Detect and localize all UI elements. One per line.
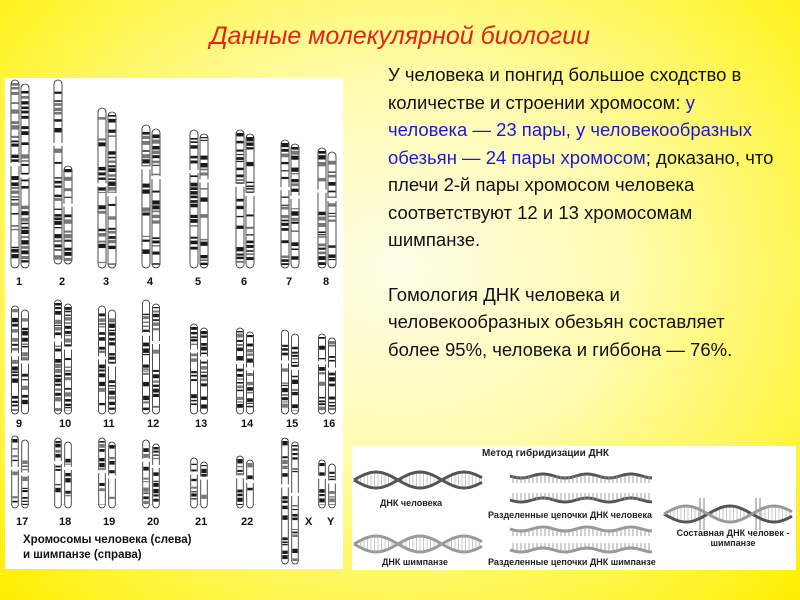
chromosome-2-6-chimp xyxy=(246,332,255,414)
chromosome-3-1-human xyxy=(11,436,20,508)
label-composite-dna xyxy=(672,528,794,548)
paragraph1-part2: ; доказано, что плечи 2-й пары хромосом человека соответствуют 12 и 13 хромосомам шимпанзе. xyxy=(388,146,774,250)
karyotype-caption-line2: и шимпанзе (справа) xyxy=(23,549,142,561)
chromosome-2-1-chimp xyxy=(21,310,30,414)
chromosome-label: Y xyxy=(327,516,335,528)
chromosome-label: 21 xyxy=(195,516,208,528)
chromosome-1-6-chimp xyxy=(245,134,255,268)
paragraph-karyotype xyxy=(388,61,778,254)
paragraph-homology: Гомология ДНК человека и человекообразных обезьян составляет более 95%, человека и гиббона — 76%. xyxy=(388,283,733,360)
chromosome-label: 4 xyxy=(147,276,154,288)
human-dna-helix xyxy=(354,472,482,488)
chromosome-2-8-chimp xyxy=(328,338,337,414)
chromosome-1-3-chimp xyxy=(107,112,117,268)
label-composite-line2: шимпанзе xyxy=(710,538,756,548)
chromosome-1-2-chimp xyxy=(63,166,73,264)
chromosome-1-4-human xyxy=(141,125,151,268)
chromosome-label: 11 xyxy=(103,418,115,430)
chromosome-label: 2 xyxy=(59,276,66,288)
chromosome-3-8-human xyxy=(318,460,327,508)
chromosome-2-3-chimp xyxy=(108,310,117,414)
chromosome-3-3-chimp xyxy=(108,442,117,508)
composite-dna-helix-strands xyxy=(664,506,792,522)
label-human-dna: ДНК человека xyxy=(380,498,443,508)
label-separated-chimp: Разделенные цепочки ДНК шимпанзе xyxy=(488,557,656,567)
label-composite-line1: Составная ДНК человек - xyxy=(676,528,790,538)
chromosome-2-4-chimp xyxy=(152,304,161,414)
chromosome-2-7-human xyxy=(281,330,290,414)
chromosome-label: 8 xyxy=(323,276,330,288)
chromosome-1-1-chimp xyxy=(20,84,30,268)
chromosome-label: 5 xyxy=(195,276,202,288)
chromosome-3-7-chimp xyxy=(291,442,300,564)
chromosome-1-5-chimp xyxy=(199,134,209,268)
chromosome-2-5-human xyxy=(190,324,199,414)
chromosome-2-8-human xyxy=(318,334,327,414)
label-separated-human: Разделенные цепочки ДНК человека xyxy=(488,510,653,520)
chromosome-1-5-human xyxy=(189,130,199,268)
chromosome-label: X xyxy=(305,516,313,528)
karyotype-caption xyxy=(23,533,191,563)
karyotype-figure xyxy=(5,78,343,569)
chromosome-3-8-chimp xyxy=(328,464,337,508)
chromosome-label: 14 xyxy=(241,418,254,430)
dna-hybridization-diagram xyxy=(352,446,796,570)
chromosome-2-1-human xyxy=(11,306,20,414)
human-strand-top xyxy=(510,474,652,483)
chromosome-3-1-chimp xyxy=(21,440,30,508)
chromosome-2-6-human xyxy=(236,328,245,414)
chromosome-3-7-human xyxy=(281,438,290,564)
chromosome-2-3-human xyxy=(98,306,107,414)
karyotype-caption-line1: Хромосомы человека (слева) xyxy=(23,534,192,546)
chimp-strand-bottom xyxy=(510,543,652,552)
chromosome-label: 6 xyxy=(241,276,248,288)
chromosome-1-6-human xyxy=(235,130,245,268)
chimp-strand-top xyxy=(510,527,652,536)
chromosome-3-2-human xyxy=(54,438,63,508)
label-chimp-dna: ДНК шимпанзе xyxy=(382,557,448,567)
chromosome-label: 20 xyxy=(147,516,160,528)
chromosome-label: 18 xyxy=(59,516,72,528)
chromosome-label: 3 xyxy=(103,276,110,288)
chromosome-label: 12 xyxy=(147,418,160,430)
chromosome-1-8-human xyxy=(317,148,327,268)
chromosome-2-5-chimp xyxy=(200,328,209,414)
paragraph1-part1: У человека и понгид большое сходство в количестве и строении хромосом: xyxy=(388,64,742,113)
chromosome-2-4-human xyxy=(142,300,151,414)
chromosome-label: 16 xyxy=(323,418,336,430)
hybridization-title: Метод гибридизации ДНК xyxy=(482,448,609,459)
chromosome-3-4-human xyxy=(142,440,151,508)
chromosome-label: 19 xyxy=(103,516,116,528)
paragraph1-highlight: у человека — 23 пары, у человекообразных обезьян — 24 пары хромосом xyxy=(388,91,752,168)
chromosome-1-1-human xyxy=(10,80,20,268)
chromosome-3-5-chimp xyxy=(200,462,209,508)
chromosome-label: 10 xyxy=(59,418,72,430)
chromosome-1-8-chimp xyxy=(327,152,337,268)
chimp-dna-helix xyxy=(354,536,482,552)
chromosome-label: 9 xyxy=(16,418,23,430)
human-strand-bottom xyxy=(510,493,652,502)
dna-hybridization-figure xyxy=(352,446,796,570)
chromosome-2-7-chimp xyxy=(291,334,300,414)
chromosome-3-4-chimp xyxy=(152,444,161,508)
chromosome-label: 1 xyxy=(16,276,23,288)
chromosome-3-3-human xyxy=(98,438,107,508)
chromosome-label: 17 xyxy=(16,516,29,528)
chromosome-3-2-chimp xyxy=(64,442,73,508)
chromosome-label: 15 xyxy=(286,418,299,430)
chromosome-2-2-human xyxy=(54,300,63,414)
chromosome-label: 7 xyxy=(286,276,293,288)
chromosome-label: 22 xyxy=(241,516,254,528)
karyotype-chromosomes xyxy=(5,78,343,569)
chromosome-3-5-human xyxy=(190,458,199,508)
chromosome-label: 13 xyxy=(195,418,208,430)
chromosome-3-6-human xyxy=(236,456,245,508)
chromosome-1-3-human xyxy=(97,108,107,268)
chromosome-1-7-human xyxy=(280,140,290,268)
chromosome-2-2-chimp xyxy=(64,304,73,414)
text-block xyxy=(388,61,778,363)
chromosome-3-6-chimp xyxy=(246,460,255,508)
chromosome-1-4-chimp xyxy=(151,129,161,268)
chromosome-1-2-human xyxy=(53,80,63,264)
slide-title: Данные молекулярной биологии xyxy=(209,22,591,50)
chromosome-1-7-chimp xyxy=(290,144,300,268)
